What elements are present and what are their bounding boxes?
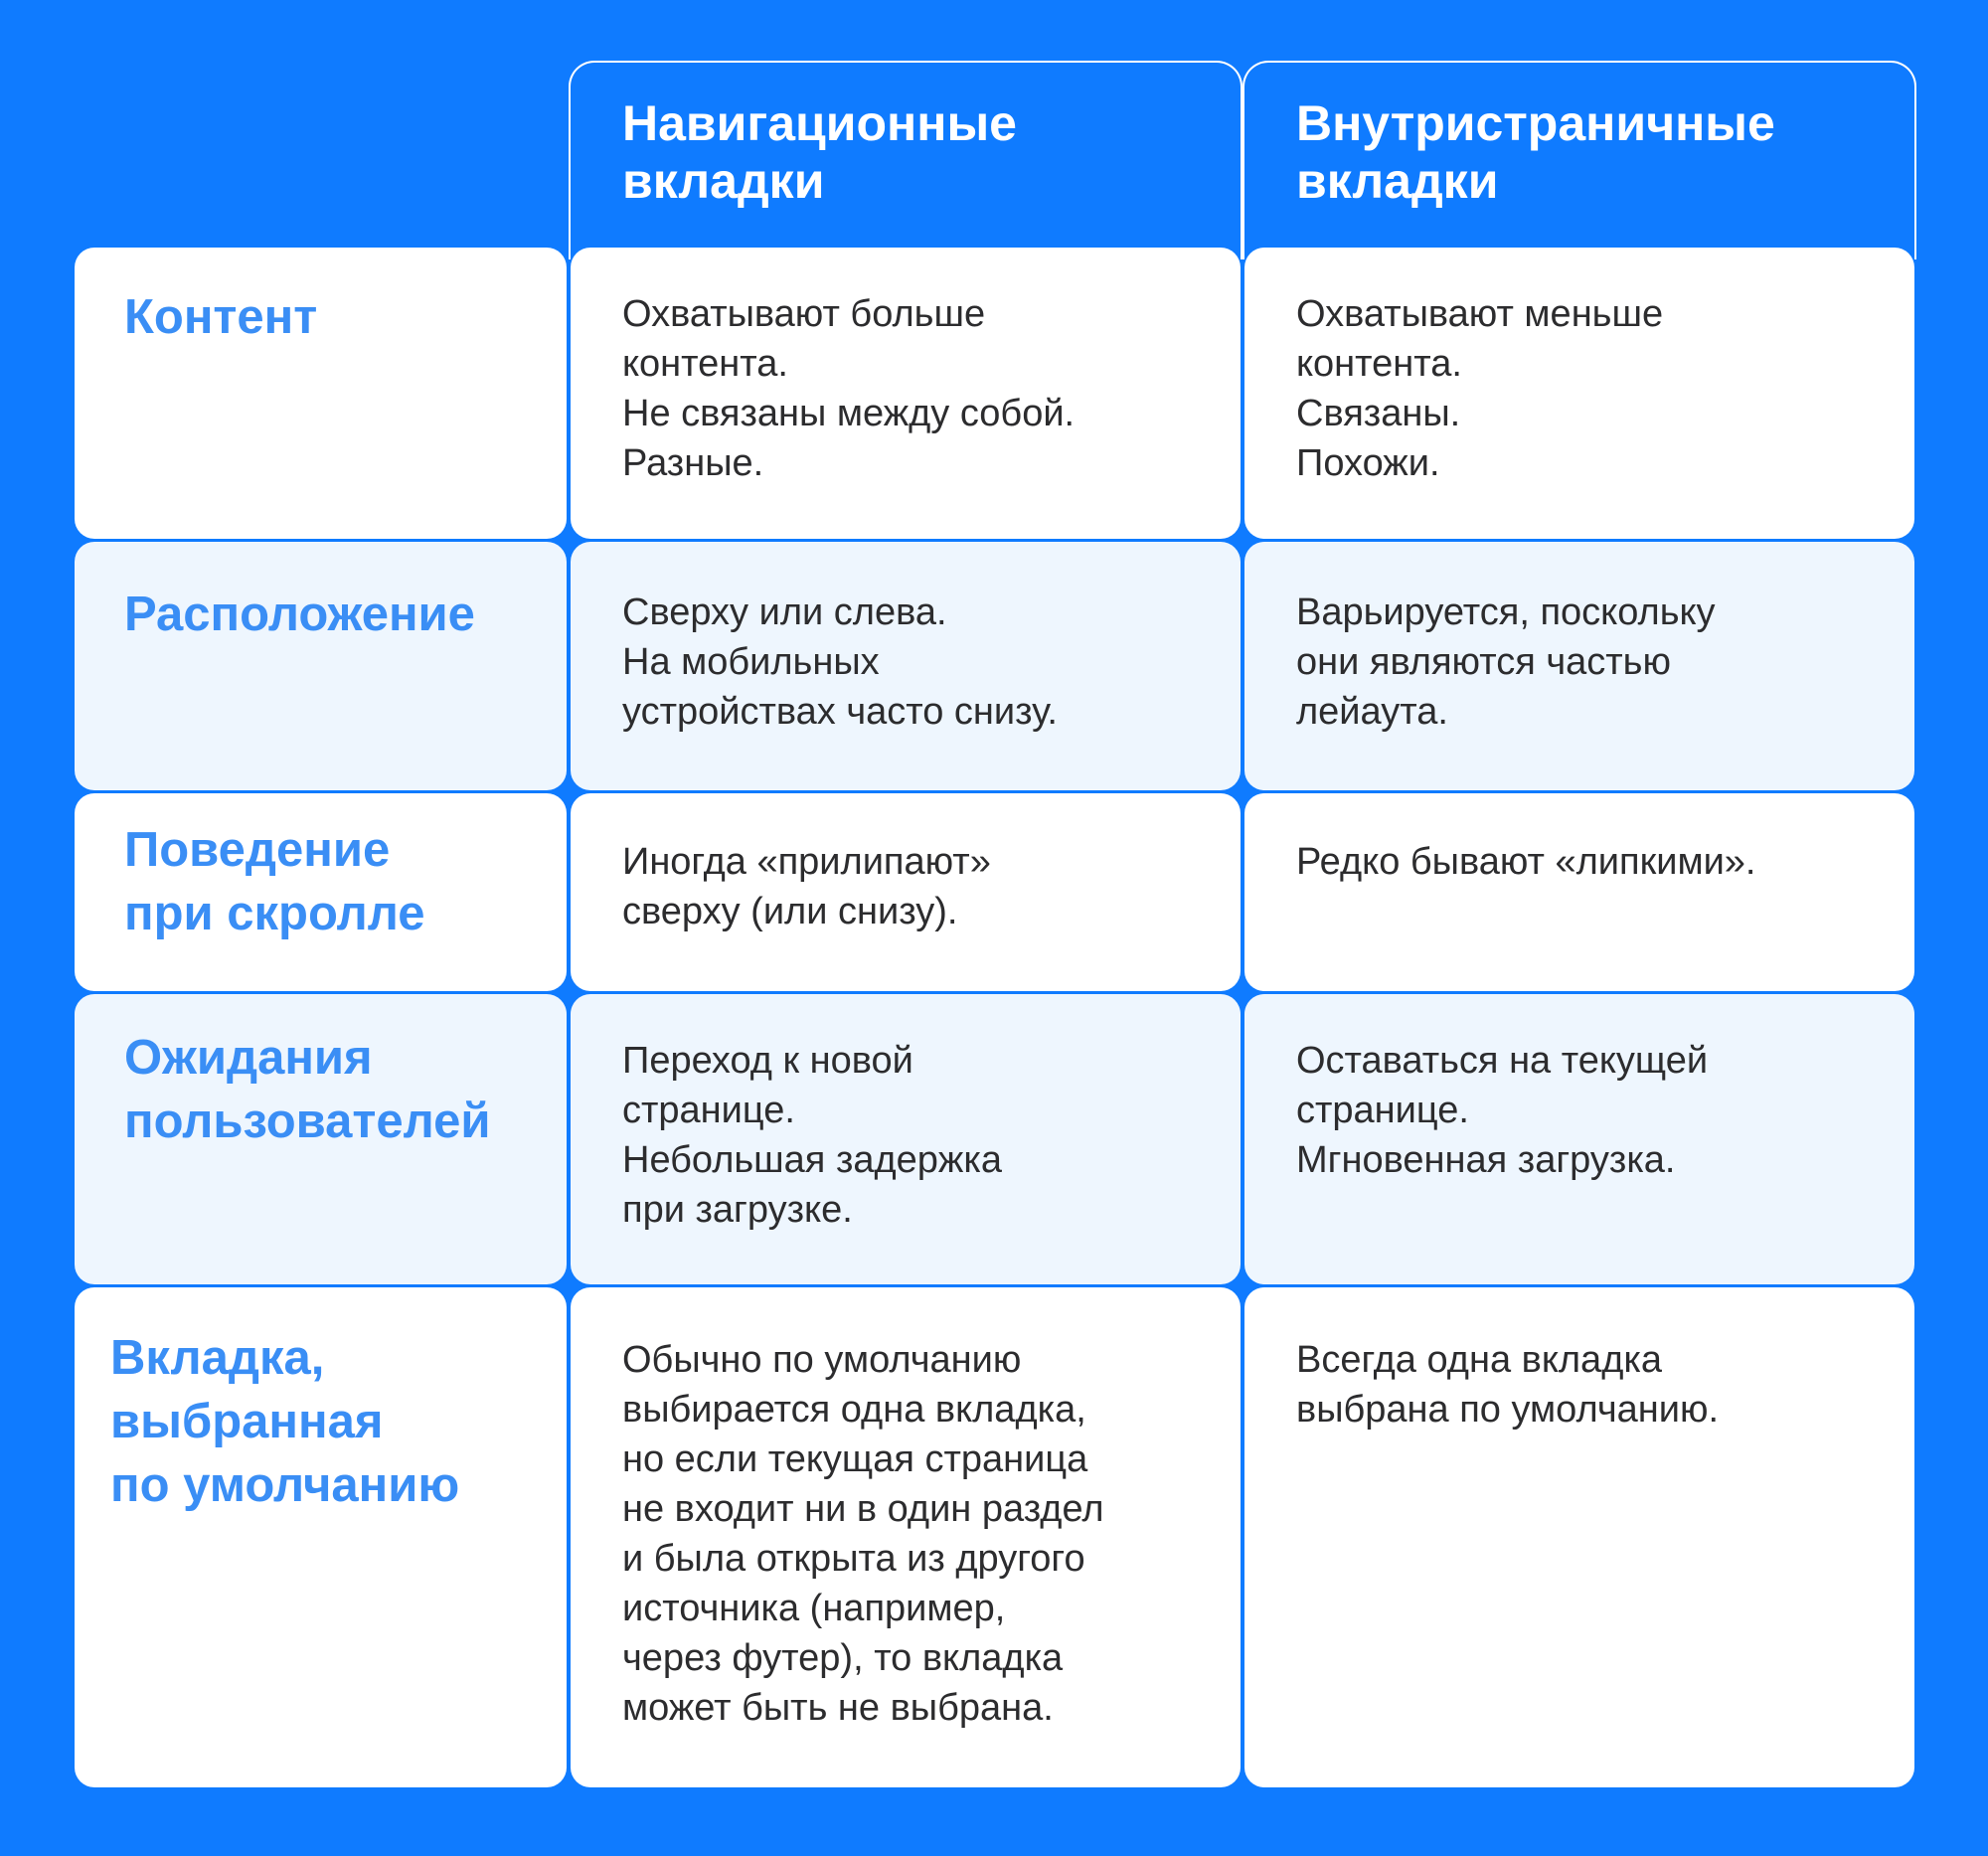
row-label: Контент: [124, 290, 318, 344]
table-cell-navigation: [571, 793, 1241, 991]
cell-text: Всегда одна вкладка выбрана по умолчанию.: [1296, 1339, 1720, 1431]
table-cell-navigation: [571, 994, 1241, 1284]
column-header-title: Навигационные вкладки: [622, 95, 1017, 209]
column-header-navigation: [569, 61, 1242, 259]
table-cell-navigation: [571, 1287, 1241, 1787]
column-header-inpage: [1242, 61, 1916, 259]
table-cell-inpage: [1244, 994, 1914, 1284]
row-label: Ожидания пользователей: [124, 1031, 491, 1148]
cell-text: Редко бывают «липкими».: [1296, 841, 1756, 883]
row-label: Поведение при скролле: [124, 823, 425, 940]
cell-text: Охватывают больше контента. Не связаны между собой. Разные.: [622, 293, 1076, 484]
row-label: Вкладка, выбранная по умолчанию: [110, 1331, 460, 1512]
row-label-cell: [75, 793, 567, 991]
row-label-cell: [75, 542, 567, 790]
table-cell-inpage: [1244, 793, 1914, 991]
cell-text: Охватывают меньше контента. Связаны. Похожи.: [1296, 293, 1664, 484]
row-label-cell: [75, 248, 567, 539]
table-cell-inpage: [1244, 1287, 1914, 1787]
row-label-cell: [75, 994, 567, 1284]
table-cell-navigation: [571, 248, 1241, 539]
cell-text: Переход к новой странице. Небольшая задержка при загрузке.: [622, 1040, 1002, 1231]
table-cell-inpage: [1244, 248, 1914, 539]
table-cell-inpage: [1244, 542, 1914, 790]
row-label-cell: [75, 1287, 567, 1787]
table-cell-navigation: [571, 542, 1241, 790]
column-header-title: Внутристраничные вкладки: [1296, 95, 1775, 209]
cell-text: Оставаться на текущей странице. Мгновенная загрузка.: [1296, 1040, 1709, 1181]
cell-text: Сверху или слева. На мобильных устройствах часто снизу.: [622, 591, 1058, 733]
cell-text: Обычно по умолчанию выбирается одна вкладка, но если текущая страница не входит ни в один раздел и была открыта из другого источника (например, через футер), то вкладка может быть не выбрана.: [622, 1339, 1104, 1729]
cell-text: Варьируется, поскольку они являются частью лейаута.: [1296, 591, 1716, 733]
row-label: Расположение: [124, 588, 475, 641]
cell-text: Иногда «прилипают» сверху (или снизу).: [622, 841, 991, 932]
